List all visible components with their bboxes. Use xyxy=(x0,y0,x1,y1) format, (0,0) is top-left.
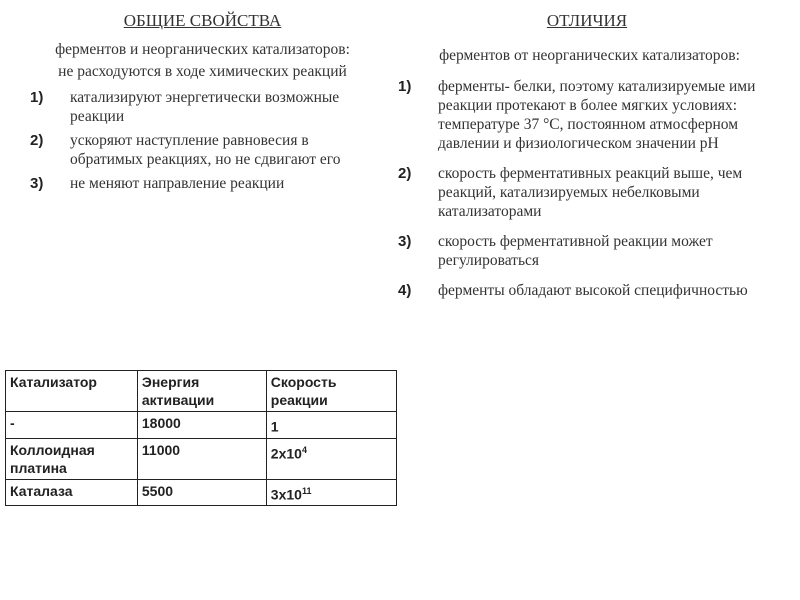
item-text: скорость ферментативных реакций выше, чем реакций, катализируемых небелковыми катализаторами xyxy=(438,165,743,220)
item-text: ферменты- белки, поэтому катализируемые ими реакции протекают в более мягких условиях: температуре 37 °С, постоянном атмосферном давлении и физиологическом значении рН xyxy=(438,78,756,152)
list-item xyxy=(30,174,375,193)
cell-catalyst: - xyxy=(6,412,138,439)
item-number: 2) xyxy=(398,165,412,182)
item-text: скорость ферментативной реакции может регулироваться xyxy=(438,233,713,269)
common-properties-intro: не расходуются в ходе химических реакций xyxy=(58,63,347,80)
item-text: ферменты обладают высокой специфичностью xyxy=(438,282,748,299)
item-number: 1) xyxy=(398,78,412,95)
list-item xyxy=(398,232,796,270)
item-text: катализируют энергетически возможные реакции xyxy=(70,89,340,125)
rate-exponent: 4 xyxy=(301,444,307,455)
rate-value: 2x10 xyxy=(270,445,302,462)
common-properties-title: ОБЩИЕ СВОЙСТВА xyxy=(123,11,282,30)
header-catalyst: Катализатор xyxy=(6,371,138,412)
rate-exponent: 11 xyxy=(301,485,312,496)
differences-section xyxy=(398,10,796,311)
cell-energy: 5500 xyxy=(137,479,266,506)
list-item xyxy=(398,164,796,221)
header-energy: Энергия активации xyxy=(137,371,266,412)
table-row xyxy=(6,438,397,479)
common-properties-list xyxy=(30,88,375,193)
table-header-row xyxy=(6,371,397,412)
header-rate: Скорость реакции xyxy=(266,371,396,412)
cell-rate xyxy=(266,412,396,439)
cell-energy: 11000 xyxy=(137,438,266,479)
item-number: 3) xyxy=(30,175,44,192)
item-number: 4) xyxy=(398,282,412,299)
table-row xyxy=(6,412,397,439)
rate-value: 1 xyxy=(270,418,279,435)
differences-title: ОТЛИЧИЯ xyxy=(546,11,628,30)
differences-subtitle: ферментов от неорганических катализаторов: xyxy=(439,47,740,64)
common-properties-section xyxy=(30,10,375,198)
item-text: не меняют направление реакции xyxy=(70,175,285,192)
cell-catalyst: Коллоидная платина xyxy=(6,438,138,479)
cell-rate xyxy=(266,438,396,479)
table-row xyxy=(6,479,397,506)
differences-list xyxy=(398,77,796,300)
catalyst-table xyxy=(5,370,397,506)
list-item xyxy=(30,131,375,169)
item-number: 1) xyxy=(30,89,44,106)
item-number: 3) xyxy=(398,233,412,250)
common-properties-subtitle: ферментов и неорганических катализаторов: xyxy=(55,41,350,58)
list-item xyxy=(30,88,375,126)
cell-catalyst: Каталаза xyxy=(6,479,138,506)
cell-energy: 18000 xyxy=(137,412,266,439)
list-item xyxy=(398,77,796,153)
list-item xyxy=(398,281,796,300)
item-number: 2) xyxy=(30,132,44,149)
item-text: ускоряют наступление равновесия в обратимых реакциях, но не сдвигают его xyxy=(70,132,341,168)
rate-value: 3x10 xyxy=(270,486,302,503)
cell-rate xyxy=(266,479,396,506)
